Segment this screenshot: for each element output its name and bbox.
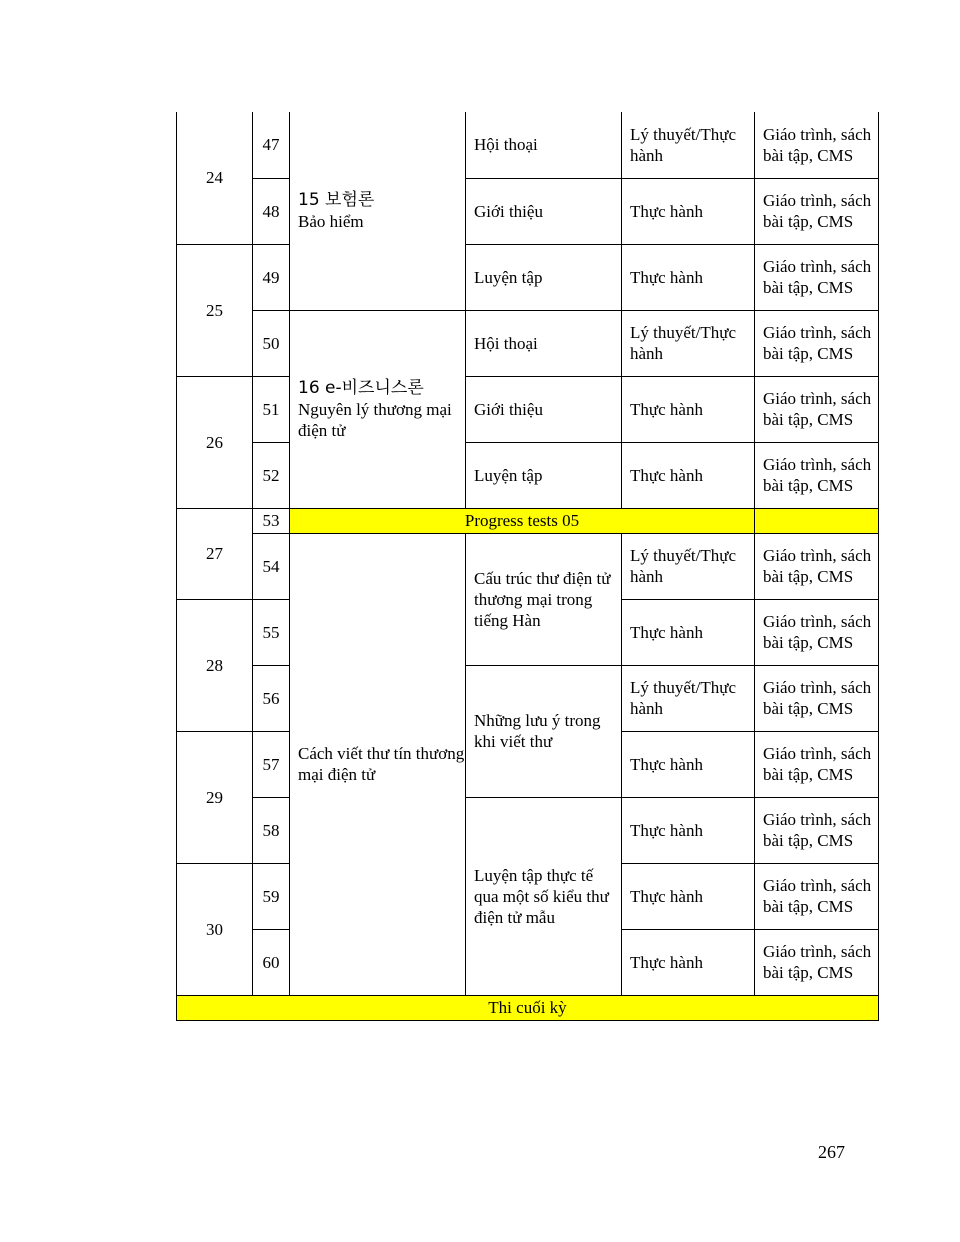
table-row bbox=[177, 244, 879, 310]
table-row bbox=[177, 310, 879, 376]
topic-title-vi: Nguyên lý thương mại điện tử bbox=[298, 400, 452, 440]
week-cell: 26 bbox=[177, 376, 253, 508]
form-cell: Lý thuyết/Thực hành bbox=[622, 310, 755, 376]
lesson-cell: 58 bbox=[253, 797, 290, 863]
form-cell: Thực hành bbox=[622, 178, 755, 244]
lesson-cell: 60 bbox=[253, 929, 290, 995]
week-cell: 28 bbox=[177, 599, 253, 731]
table-row bbox=[177, 178, 879, 244]
week-cell: 29 bbox=[177, 731, 253, 863]
final-exam-label: Thi cuối kỳ bbox=[177, 995, 879, 1020]
material-cell: Giáo trình, sách bài tập, CMS bbox=[755, 178, 879, 244]
content-cell: Hội thoại bbox=[466, 310, 622, 376]
week-cell: 30 bbox=[177, 863, 253, 995]
lesson-cell: 51 bbox=[253, 376, 290, 442]
final-exam-row bbox=[177, 995, 879, 1020]
material-cell: Giáo trình, sách bài tập, CMS bbox=[755, 533, 879, 599]
lesson-cell: 47 bbox=[253, 112, 290, 178]
material-cell: Giáo trình, sách bài tập, CMS bbox=[755, 376, 879, 442]
topic-cell: Cách viết thư tín thương mại điện tử bbox=[290, 533, 466, 995]
form-cell: Lý thuyết/Thực hành bbox=[622, 112, 755, 178]
topic-title-ko: 16 e-비즈니스론 bbox=[298, 378, 424, 398]
topic-cell bbox=[290, 310, 466, 508]
lesson-cell: 56 bbox=[253, 665, 290, 731]
form-cell: Thực hành bbox=[622, 599, 755, 665]
material-cell: Giáo trình, sách bài tập, CMS bbox=[755, 442, 879, 508]
form-cell: Thực hành bbox=[622, 797, 755, 863]
material-cell: Giáo trình, sách bài tập, CMS bbox=[755, 665, 879, 731]
progress-test-empty bbox=[755, 508, 879, 533]
material-cell: Giáo trình, sách bài tập, CMS bbox=[755, 863, 879, 929]
lesson-cell: 48 bbox=[253, 178, 290, 244]
table-row bbox=[177, 533, 879, 599]
material-cell: Giáo trình, sách bài tập, CMS bbox=[755, 310, 879, 376]
material-cell: Giáo trình, sách bài tập, CMS bbox=[755, 244, 879, 310]
material-cell: Giáo trình, sách bài tập, CMS bbox=[755, 929, 879, 995]
form-cell: Thực hành bbox=[622, 244, 755, 310]
content-cell: Luyện tập bbox=[466, 244, 622, 310]
lesson-cell: 49 bbox=[253, 244, 290, 310]
form-cell: Thực hành bbox=[622, 863, 755, 929]
page-number: 267 bbox=[818, 1142, 845, 1162]
topic-title-vi: Bảo hiểm bbox=[298, 212, 364, 232]
material-cell: Giáo trình, sách bài tập, CMS bbox=[755, 599, 879, 665]
schedule-table bbox=[176, 112, 879, 1021]
topic-title-ko: 15 보험론 bbox=[298, 190, 375, 211]
content-cell: Luyện tập thực tế qua một số kiểu thư điện tử mẫu bbox=[466, 797, 622, 995]
form-cell: Thực hành bbox=[622, 929, 755, 995]
progress-test-row bbox=[177, 508, 879, 533]
form-cell: Thực hành bbox=[622, 442, 755, 508]
form-cell: Lý thuyết/Thực hành bbox=[622, 665, 755, 731]
week-cell: 24 bbox=[177, 112, 253, 244]
form-cell: Thực hành bbox=[622, 376, 755, 442]
table-row bbox=[177, 376, 879, 442]
material-cell: Giáo trình, sách bài tập, CMS bbox=[755, 797, 879, 863]
material-cell: Giáo trình, sách bài tập, CMS bbox=[755, 731, 879, 797]
lesson-cell: 57 bbox=[253, 731, 290, 797]
content-cell: Giới thiệu bbox=[466, 376, 622, 442]
table-row bbox=[177, 797, 879, 863]
topic-cell bbox=[290, 112, 466, 310]
lesson-cell: 50 bbox=[253, 310, 290, 376]
lesson-cell: 59 bbox=[253, 863, 290, 929]
table-row bbox=[177, 665, 879, 731]
lesson-cell: 52 bbox=[253, 442, 290, 508]
content-cell: Cấu trúc thư điện tử thương mại trong tiếng Hàn bbox=[466, 533, 622, 665]
lesson-cell: 55 bbox=[253, 599, 290, 665]
lesson-cell: 54 bbox=[253, 533, 290, 599]
content-cell: Hội thoại bbox=[466, 112, 622, 178]
content-cell: Luyện tập bbox=[466, 442, 622, 508]
table-row bbox=[177, 442, 879, 508]
week-cell: 27 bbox=[177, 508, 253, 599]
table-row bbox=[177, 112, 879, 178]
progress-test-label: Progress tests 05 bbox=[290, 508, 755, 533]
week-cell: 25 bbox=[177, 244, 253, 376]
content-cell: Những lưu ý trong khi viết thư bbox=[466, 665, 622, 797]
content-cell: Giới thiệu bbox=[466, 178, 622, 244]
material-cell: Giáo trình, sách bài tập, CMS bbox=[755, 112, 879, 178]
form-cell: Thực hành bbox=[622, 731, 755, 797]
form-cell: Lý thuyết/Thực hành bbox=[622, 533, 755, 599]
lesson-cell: 53 bbox=[253, 508, 290, 533]
